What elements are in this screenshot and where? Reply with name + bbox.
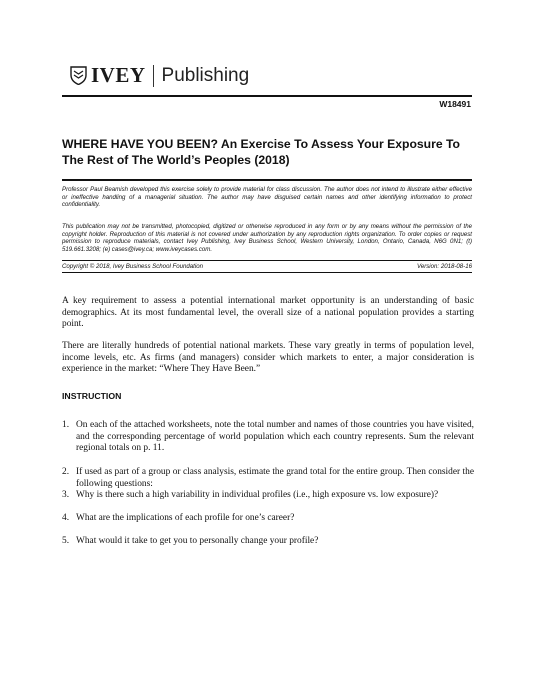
instruction-heading: INSTRUCTION — [62, 391, 122, 401]
version-text: Version: 2018-08-16 — [417, 263, 472, 270]
instruction-text: What are the implications of each profile for one’s career? — [76, 513, 295, 523]
title-rule — [62, 179, 472, 181]
body-paragraph: There are literally hundreds of potential national markets. These vary greatly in terms of population level, income levels, etc. As firms (and managers) consider which markets to enter, a major consideration is experience in the market: “Where They Have Been.” — [62, 341, 474, 375]
copyright-row — [62, 263, 472, 270]
instruction-item — [62, 490, 474, 502]
document-title: WHERE HAVE YOU BEEN? An Exercise To Assess Your Exposure To The Rest of The World’s Peoples (2018) — [62, 137, 460, 167]
copyright-note: This publication may not be transmitted, photocopied, digitized or otherwise reproduced in any form or by any means without the permission of the copyright holder. Reproduction of this material is not covered under authorization by any reproduction rights organization. To order copies or request permission to reproduce materials, contact Ivey Publishing, Ivey Business School, Western University, London, Ontario, Canada, N6G 0N1; (t) 519.661.3208; (e) cases@ivey.ca; www.iveycases.com. — [62, 223, 472, 253]
ivey-publishing-logo — [70, 63, 249, 88]
instruction-number: 4. — [62, 513, 70, 523]
instruction-item — [62, 420, 474, 455]
copyright-rule-top — [62, 260, 472, 261]
instruction-item — [62, 513, 474, 525]
instruction-number: 2. — [62, 467, 70, 477]
ivey-shield-icon — [70, 66, 87, 85]
instruction-item — [62, 467, 474, 490]
instruction-text: On each of the attached worksheets, note the total number and names of those countries you have visited, and the corresponding percentage of world population which each country represents. Sum the relevant regional totals on p. 11. — [76, 420, 474, 454]
instruction-text: If used as part of a group or class analysis, estimate the grand total for the entire group. Then consider the following questions: — [76, 467, 474, 489]
author-note: Professor Paul Beamish developed this exercise solely to provide material for class discussion. The author does not intend to illustrate either effective or ineffective handling of a managerial situation. The author may have disguised certain names and other identifying information to protect confidentiality. — [62, 186, 472, 209]
publisher-name: Publishing — [161, 64, 250, 86]
case-number: W18491 — [439, 99, 471, 109]
copyright-rule-bottom — [62, 272, 472, 273]
instruction-number: 3. — [62, 490, 70, 500]
copyright-text: Copyright © 2018, Ivey Business School Foundation — [62, 263, 204, 270]
instruction-number: 5. — [62, 536, 70, 546]
body-paragraph: A key requirement to assess a potential international market opportunity is an understanding of basic demographics. At its most fundamental level, the overall size of a national population provides a starting point. — [62, 296, 474, 330]
brand-name: IVEY — [91, 63, 146, 87]
instruction-text: Why is there such a high variability in individual profiles (i.e., high exposure vs. low exposure)? — [76, 490, 439, 500]
instruction-text: What would it take to get you to personally change your profile? — [76, 536, 319, 546]
logo-divider — [153, 65, 154, 87]
header-rule — [62, 95, 472, 97]
instruction-number: 1. — [62, 420, 70, 430]
instruction-item — [62, 536, 474, 548]
